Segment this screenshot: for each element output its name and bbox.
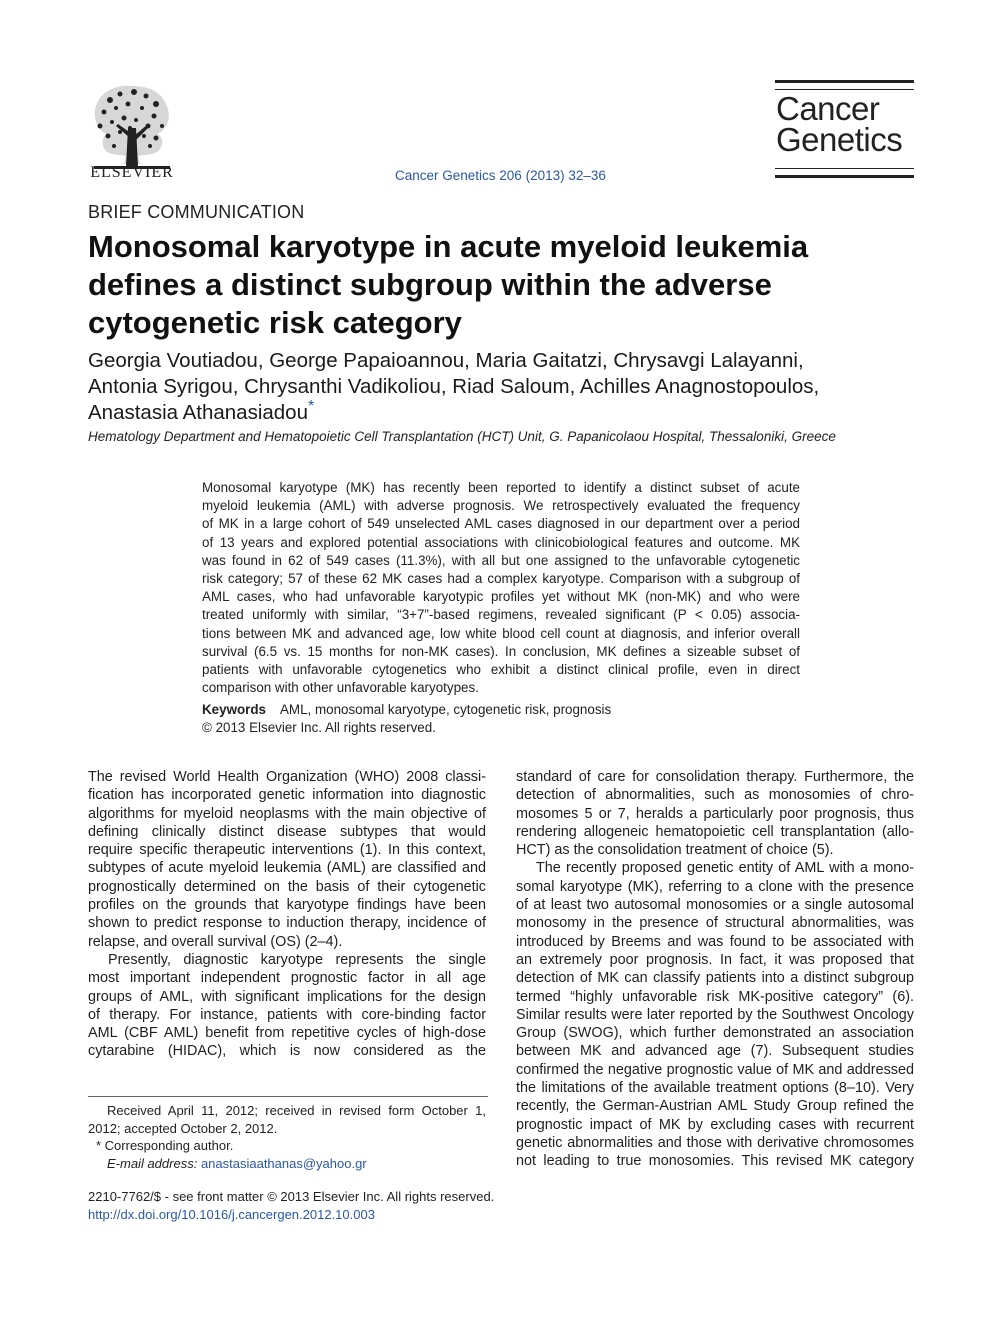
abstract-line: patients with unfavorable cytogenetics who exhibit a distinct clinical profile, even in direct	[202, 662, 800, 678]
author-affiliation: Hematology Department and Hematopoietic Cell Transplantation (HCT) Unit, G. Papanicolaou Hospital, Thessaloniki, Greece	[88, 429, 836, 444]
body-line: confirmed the negative prognostic value of MK and addressed	[516, 1061, 914, 1078]
abstract-line: tions between MK and advanced age, low white blood cell count at diagnosis, and inferior overall	[202, 625, 800, 641]
article-section-label: BRIEF COMMUNICATION	[88, 202, 305, 222]
journal-masthead	[776, 90, 926, 158]
body-line: standard of care for consolidation therapy. Furthermore, the	[516, 769, 914, 785]
abstract-line: treated uniformly with similar, “3+7”-based regimens, revealed significant (P < 0.05) associa-	[202, 607, 800, 623]
title-line: Monosomal karyotype in acute myeloid leukemia	[88, 229, 809, 264]
body-line: The recently proposed genetic entity of AML with a mono-	[536, 860, 914, 877]
received-dates: 2012; accepted October 2, 2012.	[88, 1120, 278, 1136]
body-line: prognostic impact of MK by excluding cases with recurrent	[516, 1116, 914, 1133]
elsevier-wordmark: ELSEVIER	[90, 164, 174, 181]
body-line: profiles on the grounds that karyotype findings have been	[88, 897, 486, 914]
abstract-line: was found in 62 of 549 cases (11.3%), with all but one assigned to the unfavorable cytogenetic	[202, 552, 800, 568]
body-line: cytarabine (HIDAC), which is now considered as the	[88, 1043, 486, 1060]
body-line: detection of MK can classify patients into a distinct subgroup	[516, 970, 914, 987]
body-line: the limitations of the available treatment options (8–10). Very	[516, 1080, 914, 1097]
abstract-line: comparison with other unfavorable karyotypes.	[202, 680, 479, 696]
body-line: of at least two autosomal monosomies or a single autosomal	[516, 897, 914, 914]
email-link[interactable]: anastasiaathanas@yahoo.gr	[200, 1155, 367, 1171]
abstract-line: myeloid leukemia (AML) with adverse prognosis. We retrospectively evaluated the frequency	[202, 498, 800, 514]
body-line: an extremely poor prognosis. In fact, it was proposed that	[516, 951, 914, 968]
author-line: Georgia Voutiadou, George Papaioannou, Maria Gaitatzi, Chrysavgi Lalayanni,	[88, 349, 804, 372]
author-list	[88, 348, 928, 426]
abstract	[202, 479, 800, 697]
body-line: of therapy. For instance, patients with core-binding factor	[88, 1006, 486, 1023]
body-line: genetic abnormalities and those with derivative chromosomes	[516, 1134, 914, 1151]
journal-citation-link[interactable]: Cancer Genetics 206 (2013) 32–36	[395, 168, 606, 183]
masthead-rule-bottom	[775, 168, 914, 178]
body-line: detection of abnormalities, such as monosomies of chro-	[516, 787, 914, 804]
masthead-rule-top	[775, 80, 914, 90]
body-line: prognostically determined on the basis of their cytogenetic	[88, 878, 486, 895]
body-line: most important independent prognostic factor in all age	[88, 970, 486, 987]
body-line: The revised World Health Organization (WHO) 2008 classi-	[88, 769, 486, 785]
title-line: defines a distinct subgroup within the adverse	[88, 267, 772, 302]
body-line: mosomes 5 or 7, heralds a particularly poor prognosis, thus	[516, 805, 914, 822]
abstract-line: risk category; 57 of these 62 MK cases had a complex karyotype. Comparison with a subgroup of	[202, 571, 800, 587]
body-line: termed “highly unfavorable risk MK-positive category” (6).	[516, 988, 914, 1005]
body-line: HCT) as the consolidation treatment of choice (5).	[516, 842, 834, 859]
body-line: require specific therapeutic interventions (1). In this context,	[88, 842, 486, 859]
abstract-copyright: © 2013 Elsevier Inc. All rights reserved.	[202, 720, 436, 735]
abstract-line: survival (6.5 vs. 15 months for non-MK cases). In conclusion, MK defines a sizeable subset of	[202, 643, 800, 659]
author-line: Antonia Syrigou, Chrysanthi Vadikoliou, Riad Saloum, Achilles Anagnostopoulos,	[88, 375, 820, 398]
body-column-right	[516, 768, 914, 1171]
title-line: cytogenetic risk category	[88, 305, 462, 340]
footnote-divider	[88, 1096, 488, 1097]
abstract-line: of 13 years and explored potential associations with clinicobiological features and outcome. MK	[202, 534, 800, 550]
email-line	[88, 1155, 486, 1173]
body-line: recently, the German-Austrian AML Study Group refined the	[516, 1098, 914, 1115]
abstract-line: of MK in a large cohort of 549 unselected AML cases diagnosed in our department over a period	[202, 516, 800, 532]
body-line: shown to predict response to induction therapy, incidence of	[88, 915, 486, 932]
body-line: algorithms for myeloid neoplasms with the main objective of	[88, 805, 486, 822]
keywords-label: Keywords	[202, 702, 266, 717]
masthead-line-1: Cancer	[776, 90, 880, 127]
corresponding-author-note: * Corresponding author.	[96, 1138, 234, 1153]
keywords-list: AML, monosomal karyotype, cytogenetic risk, prognosis	[280, 702, 612, 717]
body-line: monosomy in the presence of structural abnormalities, was	[516, 915, 914, 932]
email-label: E-mail address:	[107, 1155, 198, 1171]
body-line: Group (SWOG), which further demonstrated an association	[516, 1025, 914, 1042]
body-line: introduced by Breems and was found to be associated with	[516, 933, 914, 950]
body-line: Similar results were later reported by the Southwest Oncology	[516, 1006, 914, 1023]
body-line: groups of AML, with significant implications for the design	[88, 988, 486, 1005]
masthead-line-2: Genetics	[776, 121, 903, 158]
body-line: not leading to true monosomies. This revised MK category	[516, 1153, 914, 1170]
author-name: Anastasia Athanasiadou	[88, 401, 308, 424]
body-line: defining clinically distinct disease subtypes that would	[88, 823, 486, 840]
keywords	[202, 702, 611, 717]
body-line: between MK and advanced age (7). Subsequent studies	[516, 1043, 914, 1060]
footnotes	[88, 1102, 486, 1172]
article-title	[88, 228, 918, 342]
received-dates: Received April 11, 2012; received in revised form October 1,	[107, 1103, 486, 1118]
corresponding-author-link[interactable]: *	[307, 398, 315, 416]
body-line: relapse, and overall survival (OS) (2–4).	[88, 933, 343, 950]
author-line	[88, 400, 928, 426]
body-line: AML (CBF AML) benefit from repetitive cycles of high-dose	[88, 1025, 486, 1042]
body-column-left	[88, 768, 486, 1061]
issn-line: 2210-7762/$ - see front matter © 2013 Elsevier Inc. All rights reserved.	[88, 1189, 495, 1204]
body-line: subtypes of acute myeloid leukemia (AML) are classified and	[88, 860, 486, 877]
abstract-line: Monosomal karyotype (MK) has recently been reported to identify a distinct subset of acute	[202, 480, 800, 495]
body-line: rendering allogeneic hematopoietic cell transplantation (allo-	[516, 823, 914, 840]
body-line: somal karyotype (MK), referring to a clone with the presence	[516, 878, 914, 895]
body-line: Presently, diagnostic karyotype represents the single	[108, 951, 486, 968]
doi-link[interactable]: http://dx.doi.org/10.1016/j.cancergen.2012.10.003	[88, 1207, 375, 1222]
abstract-line: AML cases, who had unfavorable karyotypic profiles yet without MK (non-MK) and who were	[202, 589, 800, 605]
body-line: fication has incorporated genetic information into diagnostic	[88, 787, 486, 804]
